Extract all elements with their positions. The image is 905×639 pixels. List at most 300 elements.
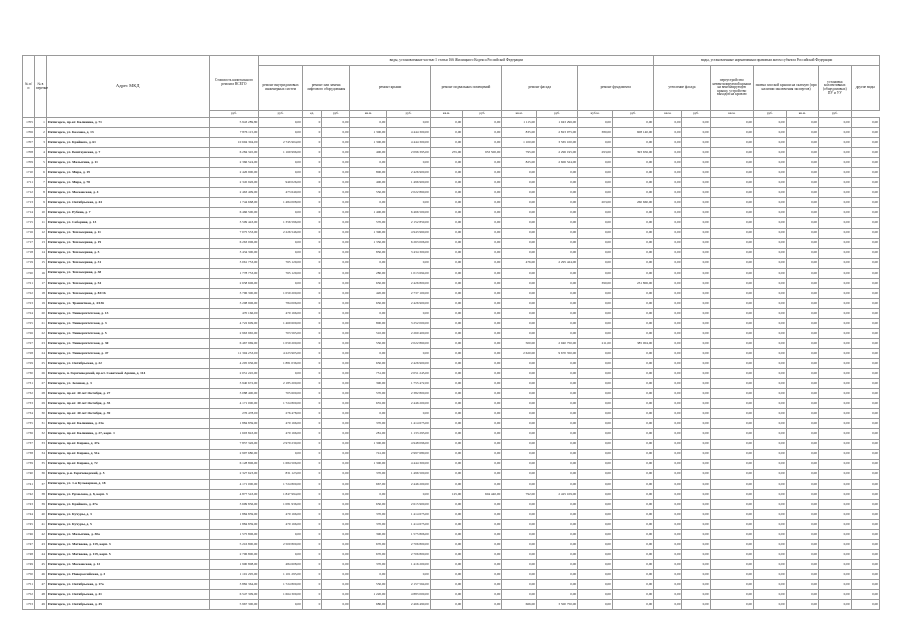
value-cell: 0,00 (851, 188, 879, 198)
value-cell: 0,00 (502, 479, 537, 489)
value-cell: 0,00 (536, 168, 577, 178)
value-cell: 4 205 936,00 (209, 359, 259, 369)
value-cell: 0,00 (710, 469, 753, 479)
value-cell: 0,00 (786, 600, 819, 610)
value-cell: 0,00 (710, 308, 753, 318)
value-cell: 0,00 (786, 178, 819, 188)
header-facade: ремонт фасада (502, 66, 578, 111)
value-cell: 0,00 (463, 178, 502, 188)
index-cell: 1722 (23, 288, 35, 298)
value-cell: 0,00 (463, 399, 502, 409)
value-cell: 0 (302, 419, 322, 429)
value-cell: 0,00 (786, 419, 819, 429)
value-cell: 0 (302, 550, 322, 560)
value-cell: 0,00 (536, 238, 577, 248)
index-cell: 1733 (23, 399, 35, 409)
value-cell: 0,00 (682, 389, 710, 399)
value-cell: 0,00 (710, 439, 753, 449)
value-cell: 420,00 (350, 288, 387, 298)
value-cell: 0,00 (819, 369, 852, 379)
value-cell: 0,00 (819, 469, 852, 479)
value-cell: 0,00 (753, 580, 786, 590)
value-cell: 2 997 680,00 (209, 449, 259, 459)
value-cell: 0,00 (786, 238, 819, 248)
index-cell: 1742 (23, 489, 35, 499)
value-cell: 0,00 (654, 359, 682, 369)
value-cell: 1 603 843,00 (209, 429, 259, 439)
value-cell: 0,00 (851, 570, 879, 580)
value-cell: 0,00 (578, 539, 613, 549)
value-cell: 2 051 245,00 (387, 369, 430, 379)
address-cell: Пятигорск, ул. Малыгина, д. 30а (46, 529, 209, 539)
value-cell: 0,00 (710, 519, 753, 529)
value-cell: 385 004,00 (612, 339, 653, 349)
value-cell: 0,00 (502, 580, 537, 590)
value-cell: 0,00 (578, 399, 613, 409)
value-cell: 4 444 300,00 (387, 128, 430, 138)
address-cell: Пятигорск, ул. Новороссийская, д. 3 (46, 570, 209, 580)
value-cell: 0,00 (463, 499, 502, 509)
value-cell: 0,00 (753, 148, 786, 158)
value-cell: 0,00 (463, 519, 502, 529)
address-cell: Пятигорск, ул. Теплосерная, д. 5 (46, 248, 209, 258)
value-cell: 0,00 (350, 308, 387, 318)
index-cell: 1746 (23, 529, 35, 539)
value-cell: 0 (302, 188, 322, 198)
value-cell: 1 013 694,00 (387, 268, 430, 278)
value-cell: 0 (302, 560, 322, 570)
value-cell: 0,00 (578, 499, 613, 509)
value-cell: 0,00 (536, 288, 577, 298)
value-cell: 0,00 (430, 469, 463, 479)
value-cell: 0,00 (786, 218, 819, 228)
value-cell: 0,00 (682, 318, 710, 328)
value-cell: 0,00 (536, 218, 577, 228)
value-cell: 0,00 (536, 479, 577, 489)
value-cell: 0,00 (710, 198, 753, 208)
value-cell: 125,00 (430, 489, 463, 499)
value-cell: 2 658 606,00 (209, 278, 259, 288)
value-cell: 0,00 (502, 379, 537, 389)
value-cell: 0,00 (710, 349, 753, 359)
value-cell: 0,00 (819, 118, 852, 128)
address-cell: Пятигорск, ул. Университетская, д. 30 (46, 339, 209, 349)
table-row (23, 389, 880, 399)
value-cell: 0,00 (753, 158, 786, 168)
table-row (23, 228, 880, 238)
value-cell: 0,00 (612, 529, 653, 539)
value-cell: 0,00 (322, 268, 350, 278)
value-cell: 0,00 (851, 258, 879, 268)
value-cell: 0,00 (612, 600, 653, 610)
value-cell: 0,00 (819, 298, 852, 308)
value-cell: 0 (302, 198, 322, 208)
value-cell: 703 565,00 (259, 328, 302, 338)
value-cell: 0,00 (502, 248, 537, 258)
unit-cell: руб. (209, 111, 259, 118)
index-cell: 1748 (23, 550, 35, 560)
value-cell: 0,00 (851, 519, 879, 529)
value-cell: 1 881 036,00 (259, 359, 302, 369)
index-cell: 29 (34, 399, 46, 409)
value-cell: 0,00 (463, 550, 502, 560)
value-cell: 0,00 (322, 469, 350, 479)
index-cell: 1707 (23, 138, 35, 148)
value-cell: 0,00 (710, 499, 753, 509)
value-cell: 3 061 753,00 (209, 258, 259, 268)
value-cell: 0,00 (578, 489, 613, 499)
value-cell: 1 300,00 (350, 138, 387, 148)
value-cell: 0,00 (851, 198, 879, 208)
value-cell: 655,00 (350, 399, 387, 409)
value-cell: 0 (302, 208, 322, 218)
value-cell: 0,00 (682, 560, 710, 570)
value-cell: 0 (302, 509, 322, 519)
unit-cell: руб. (682, 111, 710, 118)
value-cell: 0,00 (710, 248, 753, 258)
value-cell: 0,00 (786, 298, 819, 308)
index-cell: 12 (34, 228, 46, 238)
value-cell: 0,00 (710, 128, 753, 138)
value-cell: 0,00 (430, 459, 463, 469)
value-cell: 0 (302, 459, 322, 469)
value-cell: 0,00 (710, 278, 753, 288)
value-cell: 390,00 (350, 379, 387, 389)
value-cell: 276 478,00 (259, 409, 302, 419)
value-cell: 0,00 (463, 479, 502, 489)
table-row (23, 409, 880, 419)
value-cell: 0,00 (682, 128, 710, 138)
value-cell: 0,00 (682, 168, 710, 178)
value-cell: 0,00 (350, 158, 387, 168)
value-cell: 0,00 (786, 228, 819, 238)
value-cell: 0,00 (819, 560, 852, 570)
index-cell: 1734 (23, 409, 35, 419)
value-cell: 1 101 295,00 (259, 570, 302, 580)
value-cell: 0,00 (578, 208, 613, 218)
value-cell: 0,00 (654, 248, 682, 258)
table-row (23, 600, 880, 610)
value-cell: 0,00 (578, 268, 613, 278)
value-cell: 0,00 (322, 168, 350, 178)
value-cell: 3 509 443,00 (209, 218, 259, 228)
value-cell: 0,00 (851, 399, 879, 409)
value-cell: 0 (302, 429, 322, 439)
value-cell: 0,00 (387, 409, 430, 419)
value-cell: 0,00 (578, 439, 613, 449)
value-cell: 0,00 (536, 469, 577, 479)
value-cell: 0,00 (259, 449, 302, 459)
value-cell: 0,00 (851, 550, 879, 560)
value-cell: 2 620,00 (502, 349, 537, 359)
value-cell: 0,00 (851, 449, 879, 459)
value-cell: 400,00 (350, 178, 387, 188)
address-cell: Пятигорск, ул. Университетская, д. 3 (46, 318, 209, 328)
table-row (23, 509, 880, 519)
value-cell: 1 469 609,00 (259, 318, 302, 328)
value-cell: 0,00 (502, 469, 537, 479)
value-cell: 0,00 (430, 570, 463, 580)
value-cell: 0,00 (710, 188, 753, 198)
value-cell: 1 724 800,00 (259, 399, 302, 409)
value-cell: 0,00 (463, 198, 502, 208)
value-cell: 473 649,00 (259, 188, 302, 198)
table-row (23, 208, 880, 218)
value-cell: 0,00 (851, 148, 879, 158)
index-cell: 1709 (23, 158, 35, 168)
value-cell: 2 157 564,00 (387, 580, 430, 590)
value-cell: 0,00 (322, 479, 350, 489)
value-cell: 0,00 (710, 550, 753, 560)
value-cell: 6 128 806,00 (209, 459, 259, 469)
header-basement: ремонт подвальных помещений (430, 66, 502, 111)
value-cell: 0,00 (654, 298, 682, 308)
value-cell: 0,00 (502, 318, 537, 328)
value-cell: 0,00 (753, 459, 786, 469)
index-cell: 37 (34, 479, 46, 489)
value-cell: 0,00 (753, 479, 786, 489)
value-cell: 0,00 (819, 439, 852, 449)
value-cell: 0,00 (851, 288, 879, 298)
value-cell: 0,00 (654, 148, 682, 158)
table-row (23, 419, 880, 429)
value-cell: 0,00 (682, 218, 710, 228)
value-cell: 0,00 (612, 449, 653, 459)
value-cell: 470 166,00 (259, 509, 302, 519)
value-cell: 0,00 (682, 349, 710, 359)
value-cell: 390,00 (578, 278, 613, 288)
address-cell: Пятигорск, пр-кт. Калинина, д. 27, корп. 1 (46, 429, 209, 439)
value-cell: 0,00 (786, 158, 819, 168)
value-cell: 0 (302, 318, 322, 328)
value-cell: 0,00 (786, 560, 819, 570)
value-cell: 0,00 (819, 359, 852, 369)
address-cell: Пятигорск, ул. Малыгина, д. 11 (46, 158, 209, 168)
value-cell: 0,00 (710, 429, 753, 439)
value-cell: 0,00 (710, 168, 753, 178)
value-cell: 0,00 (851, 379, 879, 389)
value-cell: 3 252 000,00 (387, 318, 430, 328)
address-cell: Пятигорск, ул. Октябрьская, д. 45 (46, 600, 209, 610)
address-cell: Пятигорск, ул. Теплосерная, д. 54 (46, 278, 209, 288)
value-cell: 0,00 (578, 318, 613, 328)
value-cell: 0,00 (612, 419, 653, 429)
value-cell: 0 (302, 570, 322, 580)
value-cell: 0 (302, 539, 322, 549)
table-row (23, 138, 880, 148)
value-cell: 2 426 800,00 (387, 278, 430, 288)
value-cell: 0,00 (322, 359, 350, 369)
value-cell: 0,00 (502, 198, 537, 208)
index-cell: 1711 (23, 178, 35, 188)
value-cell: 550,00 (350, 339, 387, 349)
value-cell: 0,00 (786, 459, 819, 469)
value-cell: 0,00 (682, 158, 710, 168)
value-cell: 0,00 (786, 339, 819, 349)
value-cell: 0,00 (463, 308, 502, 318)
value-cell: 0,00 (322, 208, 350, 218)
value-cell: 0,00 (536, 580, 577, 590)
value-cell: 0,00 (710, 318, 753, 328)
value-cell: 0,00 (819, 600, 852, 610)
header-facade-insulation: утепление фасада (654, 66, 710, 111)
value-cell: 0,00 (463, 439, 502, 449)
value-cell: 0 (302, 439, 322, 449)
index-cell: 49 (34, 600, 46, 610)
index-cell: 1717 (23, 238, 35, 248)
value-cell: 0,00 (578, 118, 613, 128)
value-cell: 0,00 (851, 318, 879, 328)
value-cell: 0,00 (430, 429, 463, 439)
value-cell: 0,00 (786, 429, 819, 439)
value-cell: 0,00 (786, 138, 819, 148)
unit-cell: руб. (387, 111, 430, 118)
index-cell: 47 (34, 580, 46, 590)
value-cell: 0,00 (851, 429, 879, 439)
value-cell: 0,00 (682, 138, 710, 148)
value-cell: 0,00 (654, 570, 682, 580)
value-cell: 0,00 (387, 198, 430, 208)
value-cell: 0,00 (682, 479, 710, 489)
value-cell: 0,00 (819, 499, 852, 509)
value-cell: 0,00 (851, 590, 879, 600)
value-cell: 0,00 (612, 489, 653, 499)
value-cell: 0,00 (786, 208, 819, 218)
value-cell: 0,00 (430, 128, 463, 138)
index-cell: 1720 (23, 268, 35, 278)
value-cell: 0,00 (612, 118, 653, 128)
value-cell: 276 478,00 (209, 409, 259, 419)
index-cell: 4 (34, 148, 46, 158)
value-cell: 0,00 (578, 600, 613, 610)
value-cell: 0 (302, 178, 322, 188)
value-cell: 2 022 860,00 (387, 188, 430, 198)
value-cell: 0 (302, 359, 322, 369)
address-cell: Пятигорск, ул. Кучуры, д. 3 (46, 509, 209, 519)
value-cell: 0,00 (819, 399, 852, 409)
value-cell: 1 884 839,00 (209, 519, 259, 529)
value-cell: 0,00 (463, 349, 502, 359)
value-cell: 0,00 (536, 369, 577, 379)
value-cell: 0,00 (259, 118, 302, 128)
value-cell: 1 133 293,00 (387, 429, 430, 439)
value-cell: 5 943 289,80 (209, 118, 259, 128)
value-cell: 0,00 (322, 379, 350, 389)
value-cell: 0,00 (753, 178, 786, 188)
value-cell: 0,00 (654, 138, 682, 148)
value-cell: 0,00 (851, 268, 879, 278)
value-cell: 0,00 (682, 308, 710, 318)
value-cell: 0,00 (682, 118, 710, 128)
value-cell: 0,00 (536, 379, 577, 389)
value-cell: 933 500,00 (463, 148, 502, 158)
table-row (23, 550, 880, 560)
value-cell: 0,00 (654, 278, 682, 288)
value-cell: 0,00 (322, 399, 350, 409)
value-cell: 0,00 (851, 439, 879, 449)
value-cell: 0,00 (786, 379, 819, 389)
value-cell: 0,00 (463, 328, 502, 338)
table-row (23, 168, 880, 178)
index-cell: 35 (34, 459, 46, 469)
value-cell: 0,00 (682, 258, 710, 268)
value-cell: 0,00 (387, 570, 430, 580)
value-cell: 0,00 (612, 459, 653, 469)
value-cell: 0,00 (578, 248, 613, 258)
value-cell: 11 304 253,00 (209, 349, 259, 359)
value-cell: 2 096 395,00 (387, 148, 430, 158)
value-cell: 1 416 200,00 (387, 560, 430, 570)
value-cell: 0,00 (578, 349, 613, 359)
value-cell: 0,00 (502, 449, 537, 459)
value-cell: 0,00 (786, 318, 819, 328)
value-cell: 0,00 (654, 489, 682, 499)
value-cell: 0,00 (502, 178, 537, 188)
unit-cell: руб. (322, 111, 350, 118)
value-cell: 2 446 200,00 (387, 399, 430, 409)
value-cell: 0,00 (578, 218, 613, 228)
value-cell: 3 088 400,00 (209, 389, 259, 399)
value-cell: 0,00 (502, 429, 537, 439)
value-cell: 0,00 (819, 529, 852, 539)
value-cell: 1 414 673,00 (387, 519, 430, 529)
value-cell: 0,00 (430, 590, 463, 600)
value-cell: 4 223 905,00 (259, 349, 302, 359)
value-cell: 0,00 (536, 359, 577, 369)
value-cell: 2 466 490,00 (387, 600, 430, 610)
address-cell: Пятигорск, ул. Октябрьская, д. 22 (46, 359, 209, 369)
value-cell: 0,00 (387, 158, 430, 168)
value-cell: 0,00 (819, 158, 852, 168)
value-cell: 0,00 (753, 339, 786, 349)
value-cell: 741,00 (350, 449, 387, 459)
address-cell: Пятигорск, ул. Зеленая, д. 3 (46, 379, 209, 389)
value-cell: 0,00 (536, 399, 577, 409)
value-cell: 0 (302, 128, 322, 138)
index-cell: 1710 (23, 168, 35, 178)
value-cell: 0,00 (654, 349, 682, 359)
address-cell: Пятигорск, ул. Матвеева, д. 119, корп. 3 (46, 539, 209, 549)
value-cell: 3 500 750,00 (536, 600, 577, 610)
table-row (23, 560, 880, 570)
header-engineering-systems: ремонт внутридомовых инженерных систем (259, 66, 302, 111)
value-cell: 0,00 (682, 469, 710, 479)
index-cell: 22 (34, 328, 46, 338)
value-cell: 3 882 364,00 (209, 580, 259, 590)
value-cell: 0,00 (786, 570, 819, 580)
value-cell: 0,00 (682, 439, 710, 449)
value-cell: 0,00 (463, 469, 502, 479)
table-row (23, 328, 880, 338)
value-cell: 0 (302, 590, 322, 600)
value-cell: 0,00 (463, 218, 502, 228)
value-cell: 0,00 (819, 258, 852, 268)
value-cell: 0,00 (463, 529, 502, 539)
value-cell: 550,00 (350, 580, 387, 590)
value-cell: 0,00 (851, 469, 879, 479)
value-cell: 0,00 (463, 258, 502, 268)
value-cell: 0,00 (710, 409, 753, 419)
value-cell: 2 425 109,00 (536, 489, 577, 499)
address-cell: Пятигорск, пр-кт. 40 лет Октября, д. 27 (46, 389, 209, 399)
value-cell: 0,00 (322, 128, 350, 138)
value-cell: 0,00 (851, 339, 879, 349)
value-cell: 0,00 (430, 208, 463, 218)
address-cell: Пятигорск, пр-кт. 40 лет Октября, д. 39 (46, 409, 209, 419)
value-cell: 650,00 (350, 499, 387, 509)
value-cell: 0,00 (463, 318, 502, 328)
address-cell: Пятигорск, ул. Университетская, д. 47 (46, 349, 209, 359)
